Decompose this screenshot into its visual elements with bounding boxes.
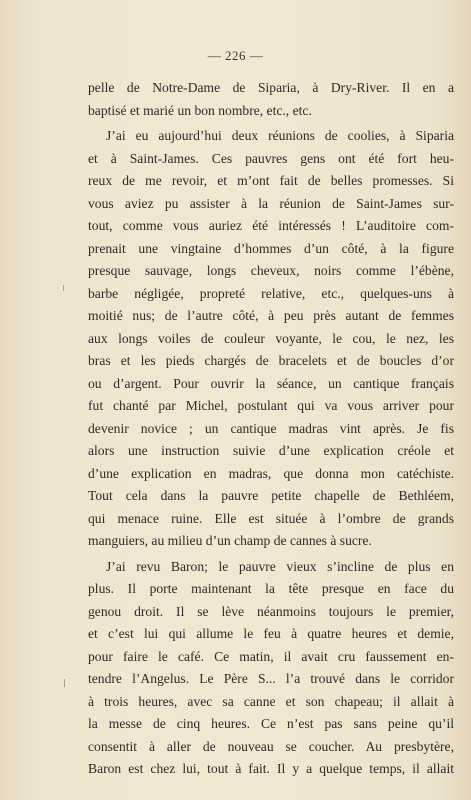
text-line: prenait une vingtaine d’hommes d’un côté, à la figure [88, 240, 454, 256]
text-line: aux longs voiles de couleur voyante, le cou, le nez, les [88, 330, 454, 346]
margin-mark [64, 679, 65, 687]
margin-mark [63, 285, 64, 291]
text-line: d’une explication en madras, que donna mon catéchiste. [88, 465, 454, 481]
text-line: moitié nus; de l’autre côté, à peu près autant de femmes [88, 308, 454, 323]
text-line: la messe de cinq heures. Ce n’est pas sans peine qu’il [88, 716, 454, 731]
text-line: Baron est chez lui, tout à fait. Il y a quelque temps, il allait [88, 761, 454, 776]
paragraph [88, 77, 454, 122]
text-line: consentit à aller de nouveau se coucher. Au presbytère, [88, 738, 454, 754]
text-line: presque sauvage, longs cheveux, noirs comme l’ébène, [88, 263, 454, 278]
text-line: J’ai revu Baron; le pauvre vieux s’incline de plus en [106, 558, 454, 574]
paragraph [88, 125, 454, 553]
text-line: Tout cela dans la pauvre petite chapelle de Bethléem, [88, 488, 454, 503]
text-line: vous aviez pu assister à la réunion de Saint-James sur- [88, 195, 454, 211]
text-line: plus. Il porte maintenant la tête presque en face du [88, 581, 454, 596]
text-line: devenir novice ; un cantique madras vint après. Je fis [88, 420, 454, 436]
text-line: ou d’argent. Pour ouvrir la séance, un cantique français [88, 375, 454, 391]
text-line: et à Saint-James. Ces pauvres gens ont été fort heu- [88, 150, 454, 166]
paragraph [88, 556, 454, 781]
text-line: pour faire le café. Ce matin, il avait cru faussement en- [88, 648, 454, 664]
text-line: alors une instruction suivie d’une explication créole et [88, 443, 454, 458]
text-line: qui menace ruine. Elle est située à l’ombre de grands [88, 510, 454, 526]
text-line: fut chanté par Michel, postulant qui va vous arriver pour [88, 398, 454, 413]
text-line: baptisé et marié un bon nombre, etc., etc. [88, 102, 312, 118]
text-line: tout, comme vous auriez été intéressés ! L’auditoire com- [88, 218, 454, 233]
text-line: pelle de Notre-Dame de Siparia, à Dry-River. Il en a [88, 80, 454, 95]
text-line: reux de me revoir, et m’ont fait de belles promesses. Si [88, 173, 454, 188]
text-line: bras et les pieds chargés de bracelets et de boucles d’or [88, 353, 454, 368]
text-line: et c’est lui qui allume le feu à quatre heures et demie, [88, 626, 454, 641]
text-line: J’ai eu aujourd’hui deux réunions de coolies, à Siparia [106, 128, 454, 143]
text-line: manguiers, au milieu d’un champ de cannes à sucre. [88, 533, 372, 548]
text-line: genou droit. Il se lève néanmoins toujours le premier, [88, 603, 454, 619]
text-line: à trois heures, avec sa canne et son chapeau; il allait à [88, 693, 454, 709]
page-number: — 226 — [207, 48, 264, 63]
body-text [88, 77, 454, 781]
text-line: barbe négligée, propreté relative, etc., quelques-uns à [88, 285, 454, 301]
text-line: tendre l’Angelus. Le Père S... l’a trouvé dans le corridor [88, 671, 454, 686]
